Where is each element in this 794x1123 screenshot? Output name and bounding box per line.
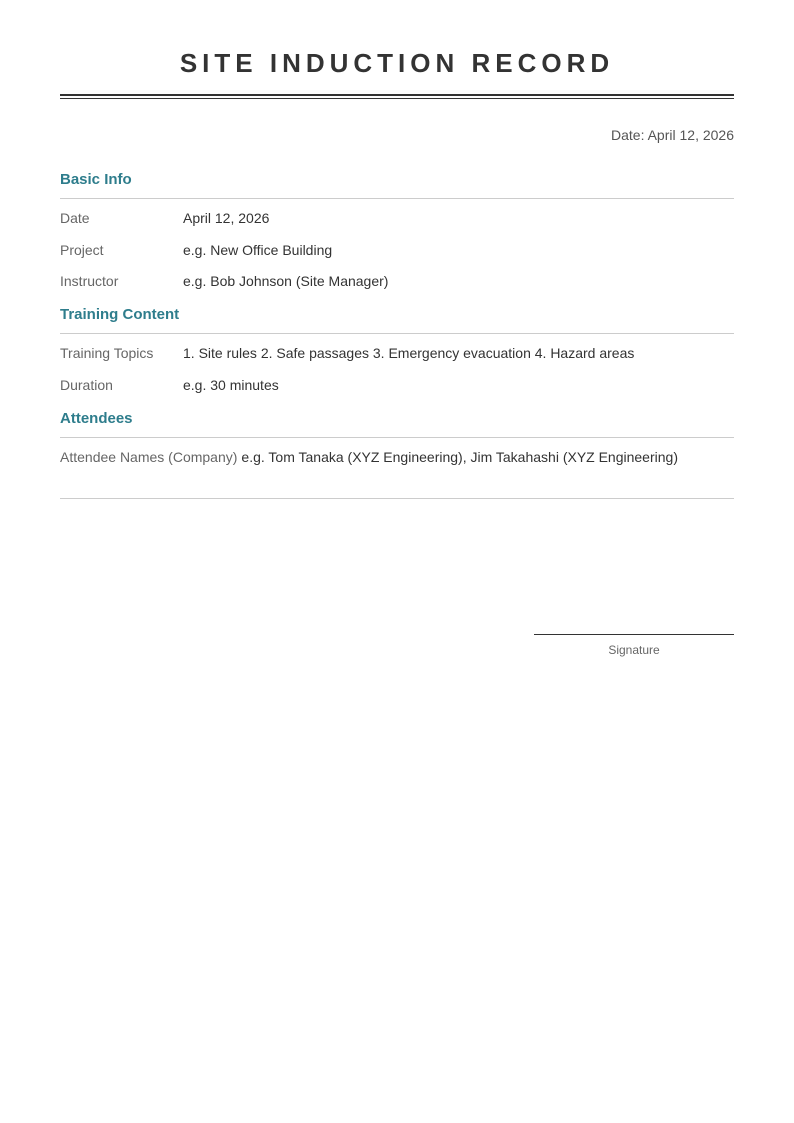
signature-block bbox=[534, 634, 734, 658]
field-value: 1. Site rules 2. Safe passages 3. Emergency evacuation 4. Hazard areas bbox=[183, 345, 635, 361]
field-row-project bbox=[60, 240, 734, 260]
title-double-rule bbox=[60, 94, 734, 99]
document-page bbox=[60, 0, 734, 657]
document-date: Date: April 12, 2026 bbox=[611, 127, 734, 143]
field-value: April 12, 2026 bbox=[183, 210, 270, 226]
field-label: Instructor bbox=[60, 273, 119, 289]
basic-info-fields bbox=[60, 208, 734, 291]
field-row-date bbox=[60, 208, 734, 228]
field-label: Attendee Names (Company) bbox=[60, 448, 238, 465]
content-end-divider bbox=[60, 498, 734, 499]
field-value: e.g. Bob Johnson (Site Manager) bbox=[183, 273, 389, 289]
training-content-fields bbox=[60, 343, 734, 395]
document-title: SITE INDUCTION RECORD bbox=[179, 48, 615, 78]
field-value: e.g. Tom Tanaka (XYZ Engineering), Jim Takahashi (XYZ Engineering) bbox=[241, 448, 678, 465]
field-label: Project bbox=[60, 241, 104, 258]
field-label: Date bbox=[60, 210, 90, 226]
signature-label: Signature bbox=[608, 643, 660, 657]
field-row-duration bbox=[60, 375, 734, 395]
field-label: Duration bbox=[60, 376, 113, 393]
attendees-fields bbox=[60, 447, 734, 467]
field-row-attendee-names bbox=[60, 447, 734, 467]
section-heading-attendees: Attendees bbox=[60, 409, 734, 438]
field-value: e.g. 30 minutes bbox=[183, 376, 279, 393]
field-row-training-topics bbox=[60, 343, 734, 363]
field-row-instructor bbox=[60, 271, 734, 291]
field-value: e.g. New Office Building bbox=[183, 241, 333, 258]
section-heading-basic-info: Basic Info bbox=[60, 170, 734, 199]
signature-line bbox=[534, 634, 734, 635]
section-heading-training-content: Training Content bbox=[60, 305, 734, 334]
field-label: Training Topics bbox=[60, 345, 154, 361]
